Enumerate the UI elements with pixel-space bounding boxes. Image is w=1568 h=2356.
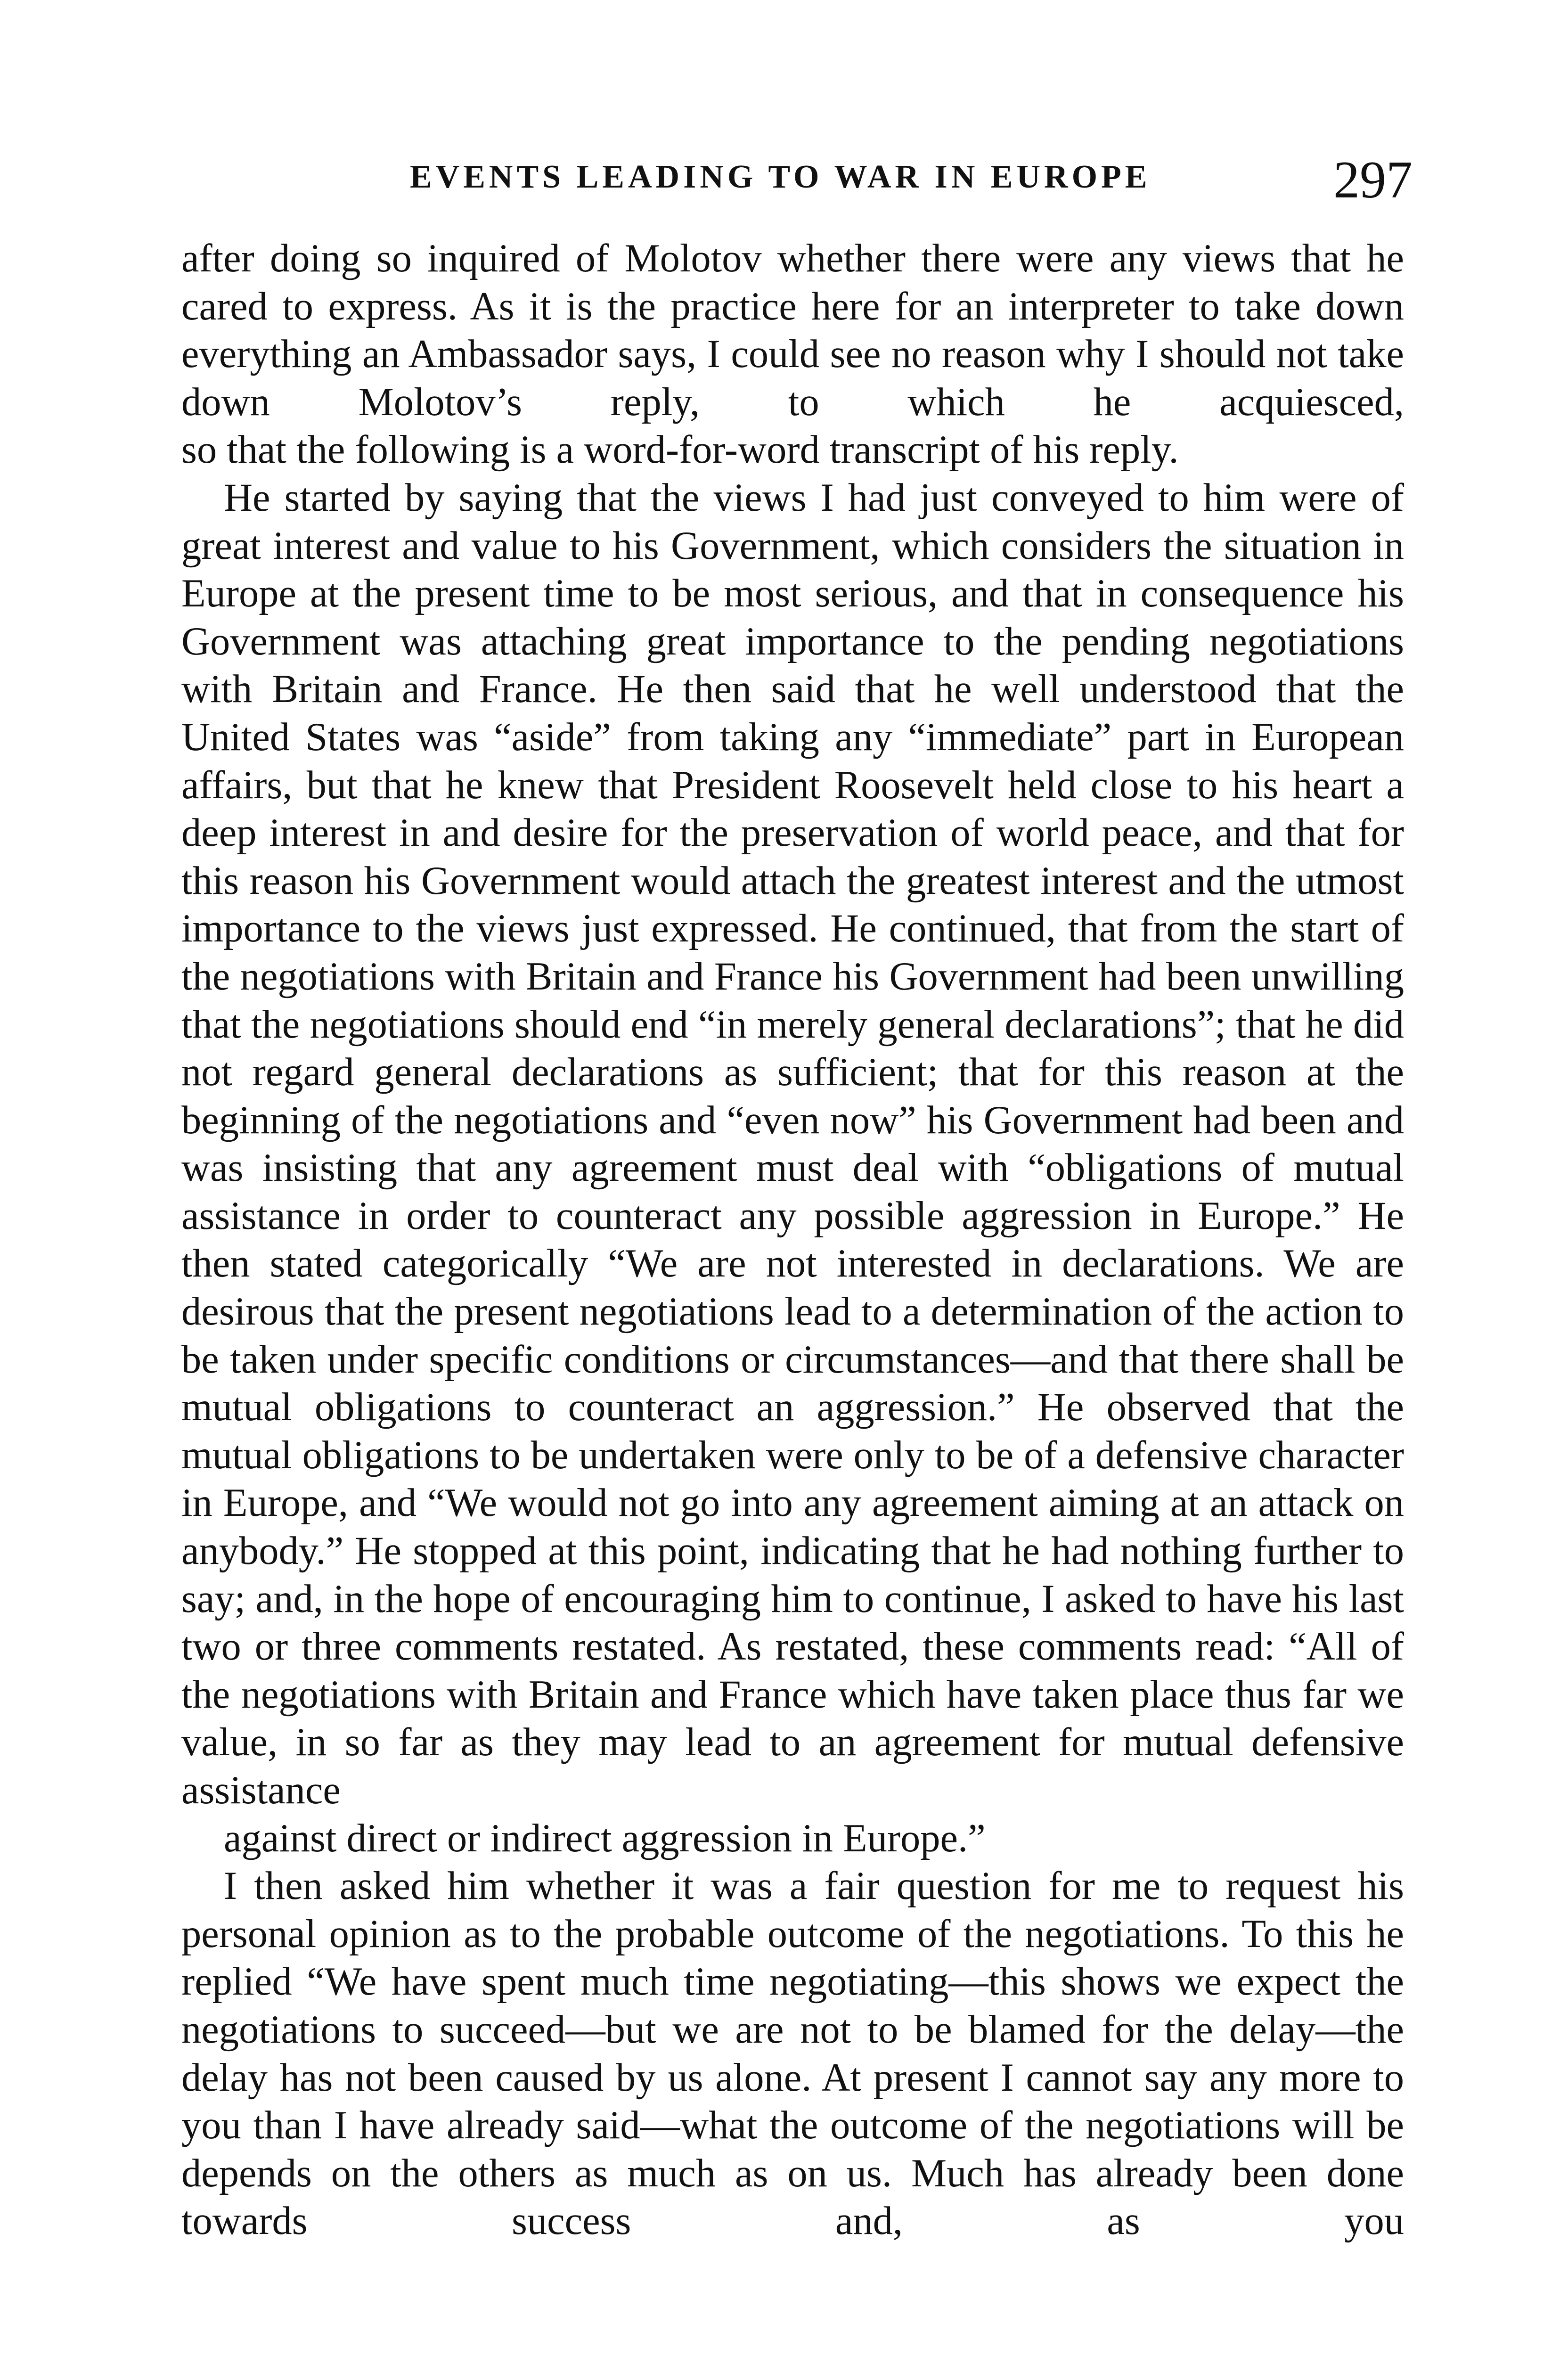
running-head <box>0 150 1568 209</box>
paragraph-1-text: after doing so inquired of Molotov whether there were any views that he cared to express. As it is the practice here for an interpreter to take down everything an Ambassador says, I could see no reason why I should not take down Molotov’s reply, to which he acquiesced, <box>181 237 1404 424</box>
paragraph-1-last-line: so that the following is a word-for-word transcript of his reply. <box>181 428 1179 472</box>
paragraph-2-last-line: against direct or indirect aggression in Europe.” <box>224 1816 986 1860</box>
paragraph-2-text: He started by saying that the views I had just conveyed to him were of great interest and value to his Government, which considers the situation in Europe at the present time to be most serious, and that in consequence his Government was attaching great importance to the pending negotiations with Britain and France. He then said that he well understood that the United States was “aside” from taking any “immediate” part in European affairs, but that he knew that President Roosevelt held close to his heart a deep interest in and desire for the preservation of world peace, and that for this reason his Government would attach the greatest interest and the utmost importance to the views just expressed. He continued, that from the start of the negotiations with Britain and France his Government had been unwilling that the negotiations should end “in merely general declarations”; that he did not regard general declarations as sufficient; that for this reason at the beginning of the negotiations and “even now” his Government had been and was insisting that any agreement must deal with “obligations of mutual assistance in order to counteract any possible aggression in Europe.” He then stated categorically “We are not interested in declarations. We are desirous that the present negotiations lead to a determination of the action to be taken under specific conditions or circumstances—and that there shall be mutual obligations to counteract an aggression.” He observed that the mutual obligations to be undertaken were only to be of a defensive character in Europe, and “We would not go into any agreement aiming at an attack on anybody.” He stopped at this point, indicating that he had nothing further to say; and, in the hope of encouraging him to continue, I asked to have his last two or three comments restated. As restated, these comments read: “All of the negotiations with Britain and France which have taken place thus far we value, in so far as they may lead to an agreement for mutual defensive assistance <box>181 475 1404 1812</box>
body-text <box>181 235 1404 2245</box>
paragraph-1 <box>181 235 1404 474</box>
paragraph-3 <box>181 1862 1404 2245</box>
page-number: 297 <box>1333 151 1413 209</box>
paragraph-2 <box>181 474 1404 1862</box>
paragraph-3-text: I then asked him whether it was a fair question for me to request his personal opinion as to the probable outcome of the negotiations. To this he replied “We have spent much time negotiating—this shows we expect the negotiations to succeed—but we are not to be blamed for the delay—the delay has not been caused by us alone. At present I cannot say any more to you than I have already said—what the outcome of the negotiations will be depends on the others as much as on us. Much has already been done towards success and, as you <box>181 1864 1404 2243</box>
running-title: EVENTS LEADING TO WAR IN EUROPE <box>410 159 1151 195</box>
